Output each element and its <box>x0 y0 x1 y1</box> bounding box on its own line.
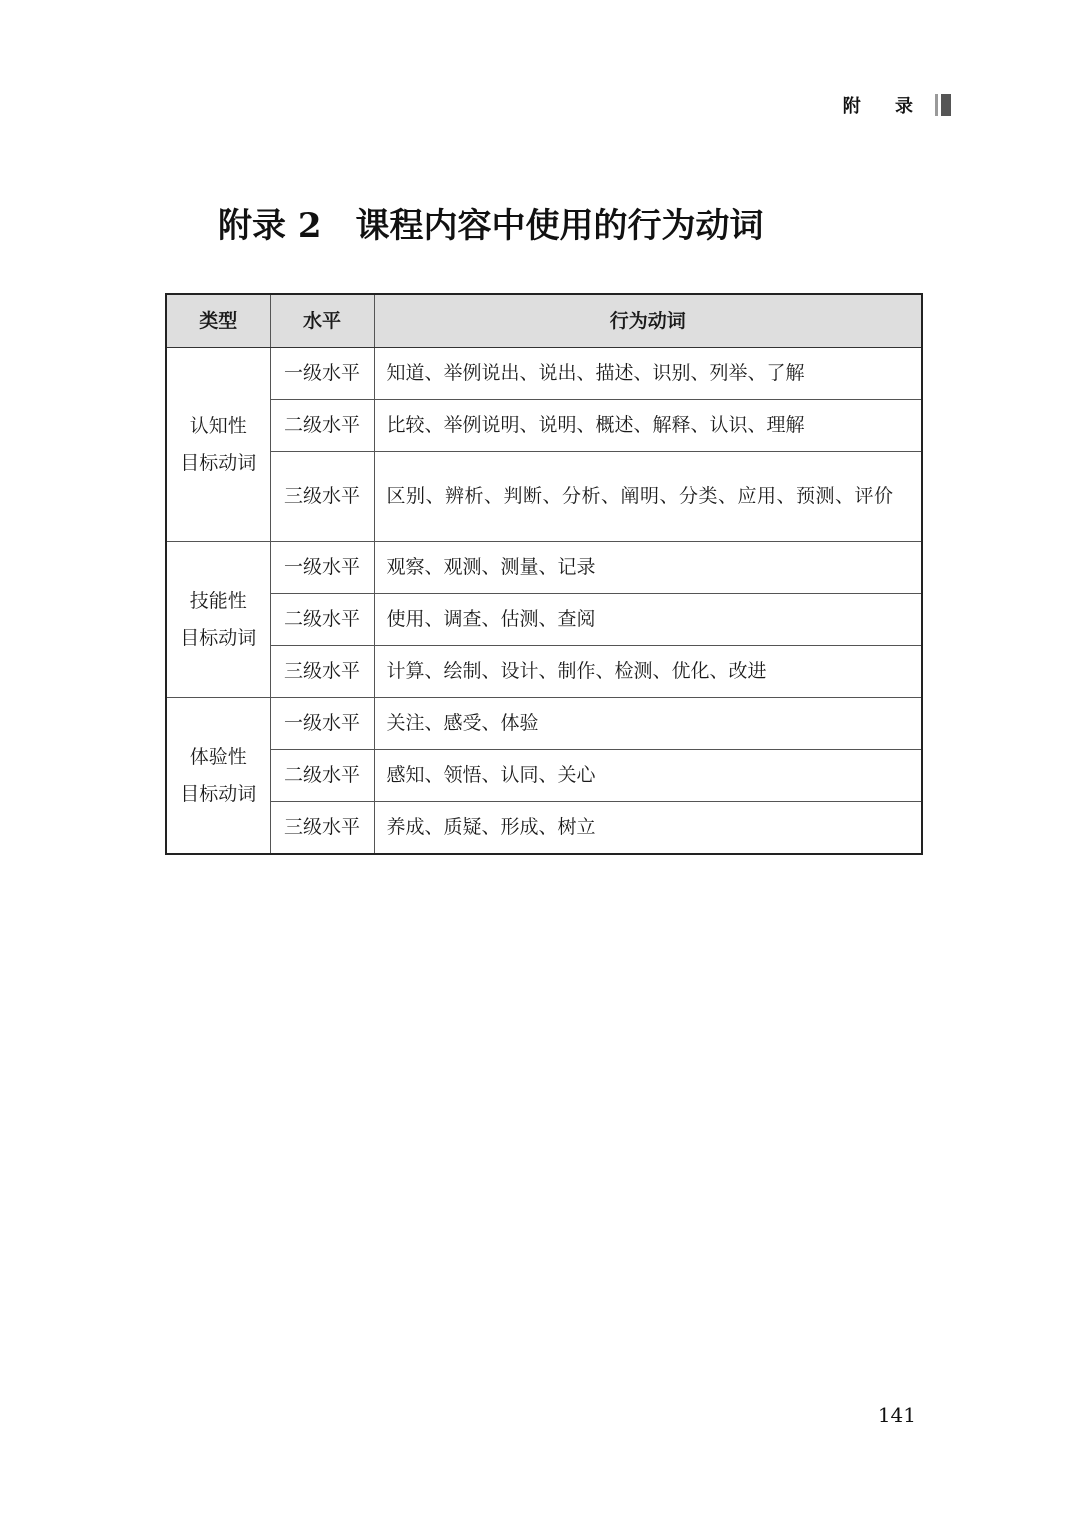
verbs-cell: 使用、调查、估测、查阅 <box>374 594 922 646</box>
verbs-cell: 关注、感受、体验 <box>374 698 922 750</box>
level-cell: 一级水平 <box>270 542 374 594</box>
header-bar-mark <box>935 94 951 116</box>
section-label: 附 录 <box>842 96 927 117</box>
table-row <box>166 452 922 542</box>
type-line2: 目标动词 <box>180 782 257 805</box>
level-cell: 二级水平 <box>270 400 374 452</box>
header-bar-thick <box>941 94 951 116</box>
table-row <box>166 802 922 855</box>
table-row <box>166 400 922 452</box>
table-row <box>166 698 922 750</box>
verbs-cell: 感知、领悟、认同、关心 <box>374 750 922 802</box>
type-cell-skill <box>166 542 270 698</box>
running-header <box>843 92 951 118</box>
header-verbs: 行为动词 <box>374 294 922 348</box>
level-cell: 一级水平 <box>270 698 374 750</box>
table-row <box>166 750 922 802</box>
header-type: 类型 <box>166 294 270 348</box>
type-cell-cognitive <box>166 348 270 542</box>
verbs-cell: 养成、质疑、形成、树立 <box>374 802 922 855</box>
page-title: 附录 2 课程内容中使用的行为动词 <box>218 206 764 246</box>
level-cell: 二级水平 <box>270 750 374 802</box>
verbs-cell: 区别、辨析、判断、分析、阐明、分类、应用、预测、评价 <box>374 452 922 542</box>
behavior-verbs-table <box>165 293 923 855</box>
verbs-cell: 比较、举例说明、说明、概述、解释、认识、理解 <box>374 400 922 452</box>
level-cell: 二级水平 <box>270 594 374 646</box>
level-cell: 三级水平 <box>270 646 374 698</box>
type-line1: 认知性 <box>189 415 247 438</box>
table-row <box>166 646 922 698</box>
table-row <box>166 542 922 594</box>
type-line1: 技能性 <box>189 590 247 613</box>
header-bar-thin <box>935 94 938 116</box>
level-cell: 一级水平 <box>270 348 374 400</box>
header-level: 水平 <box>270 294 374 348</box>
verbs-cell: 知道、举例说出、说出、描述、识别、列举、了解 <box>374 348 922 400</box>
table-row <box>166 348 922 400</box>
table-row <box>166 594 922 646</box>
page-number: 141 <box>877 1403 916 1427</box>
type-line2: 目标动词 <box>180 451 257 474</box>
type-line2: 目标动词 <box>180 626 257 649</box>
type-line1: 体验性 <box>189 746 247 769</box>
type-cell-experience <box>166 698 270 855</box>
level-cell: 三级水平 <box>270 802 374 855</box>
level-cell: 三级水平 <box>270 452 374 542</box>
verbs-cell: 计算、绘制、设计、制作、检测、优化、改进 <box>374 646 922 698</box>
verbs-cell: 观察、观测、测量、记录 <box>374 542 922 594</box>
table-header-row <box>166 294 922 348</box>
